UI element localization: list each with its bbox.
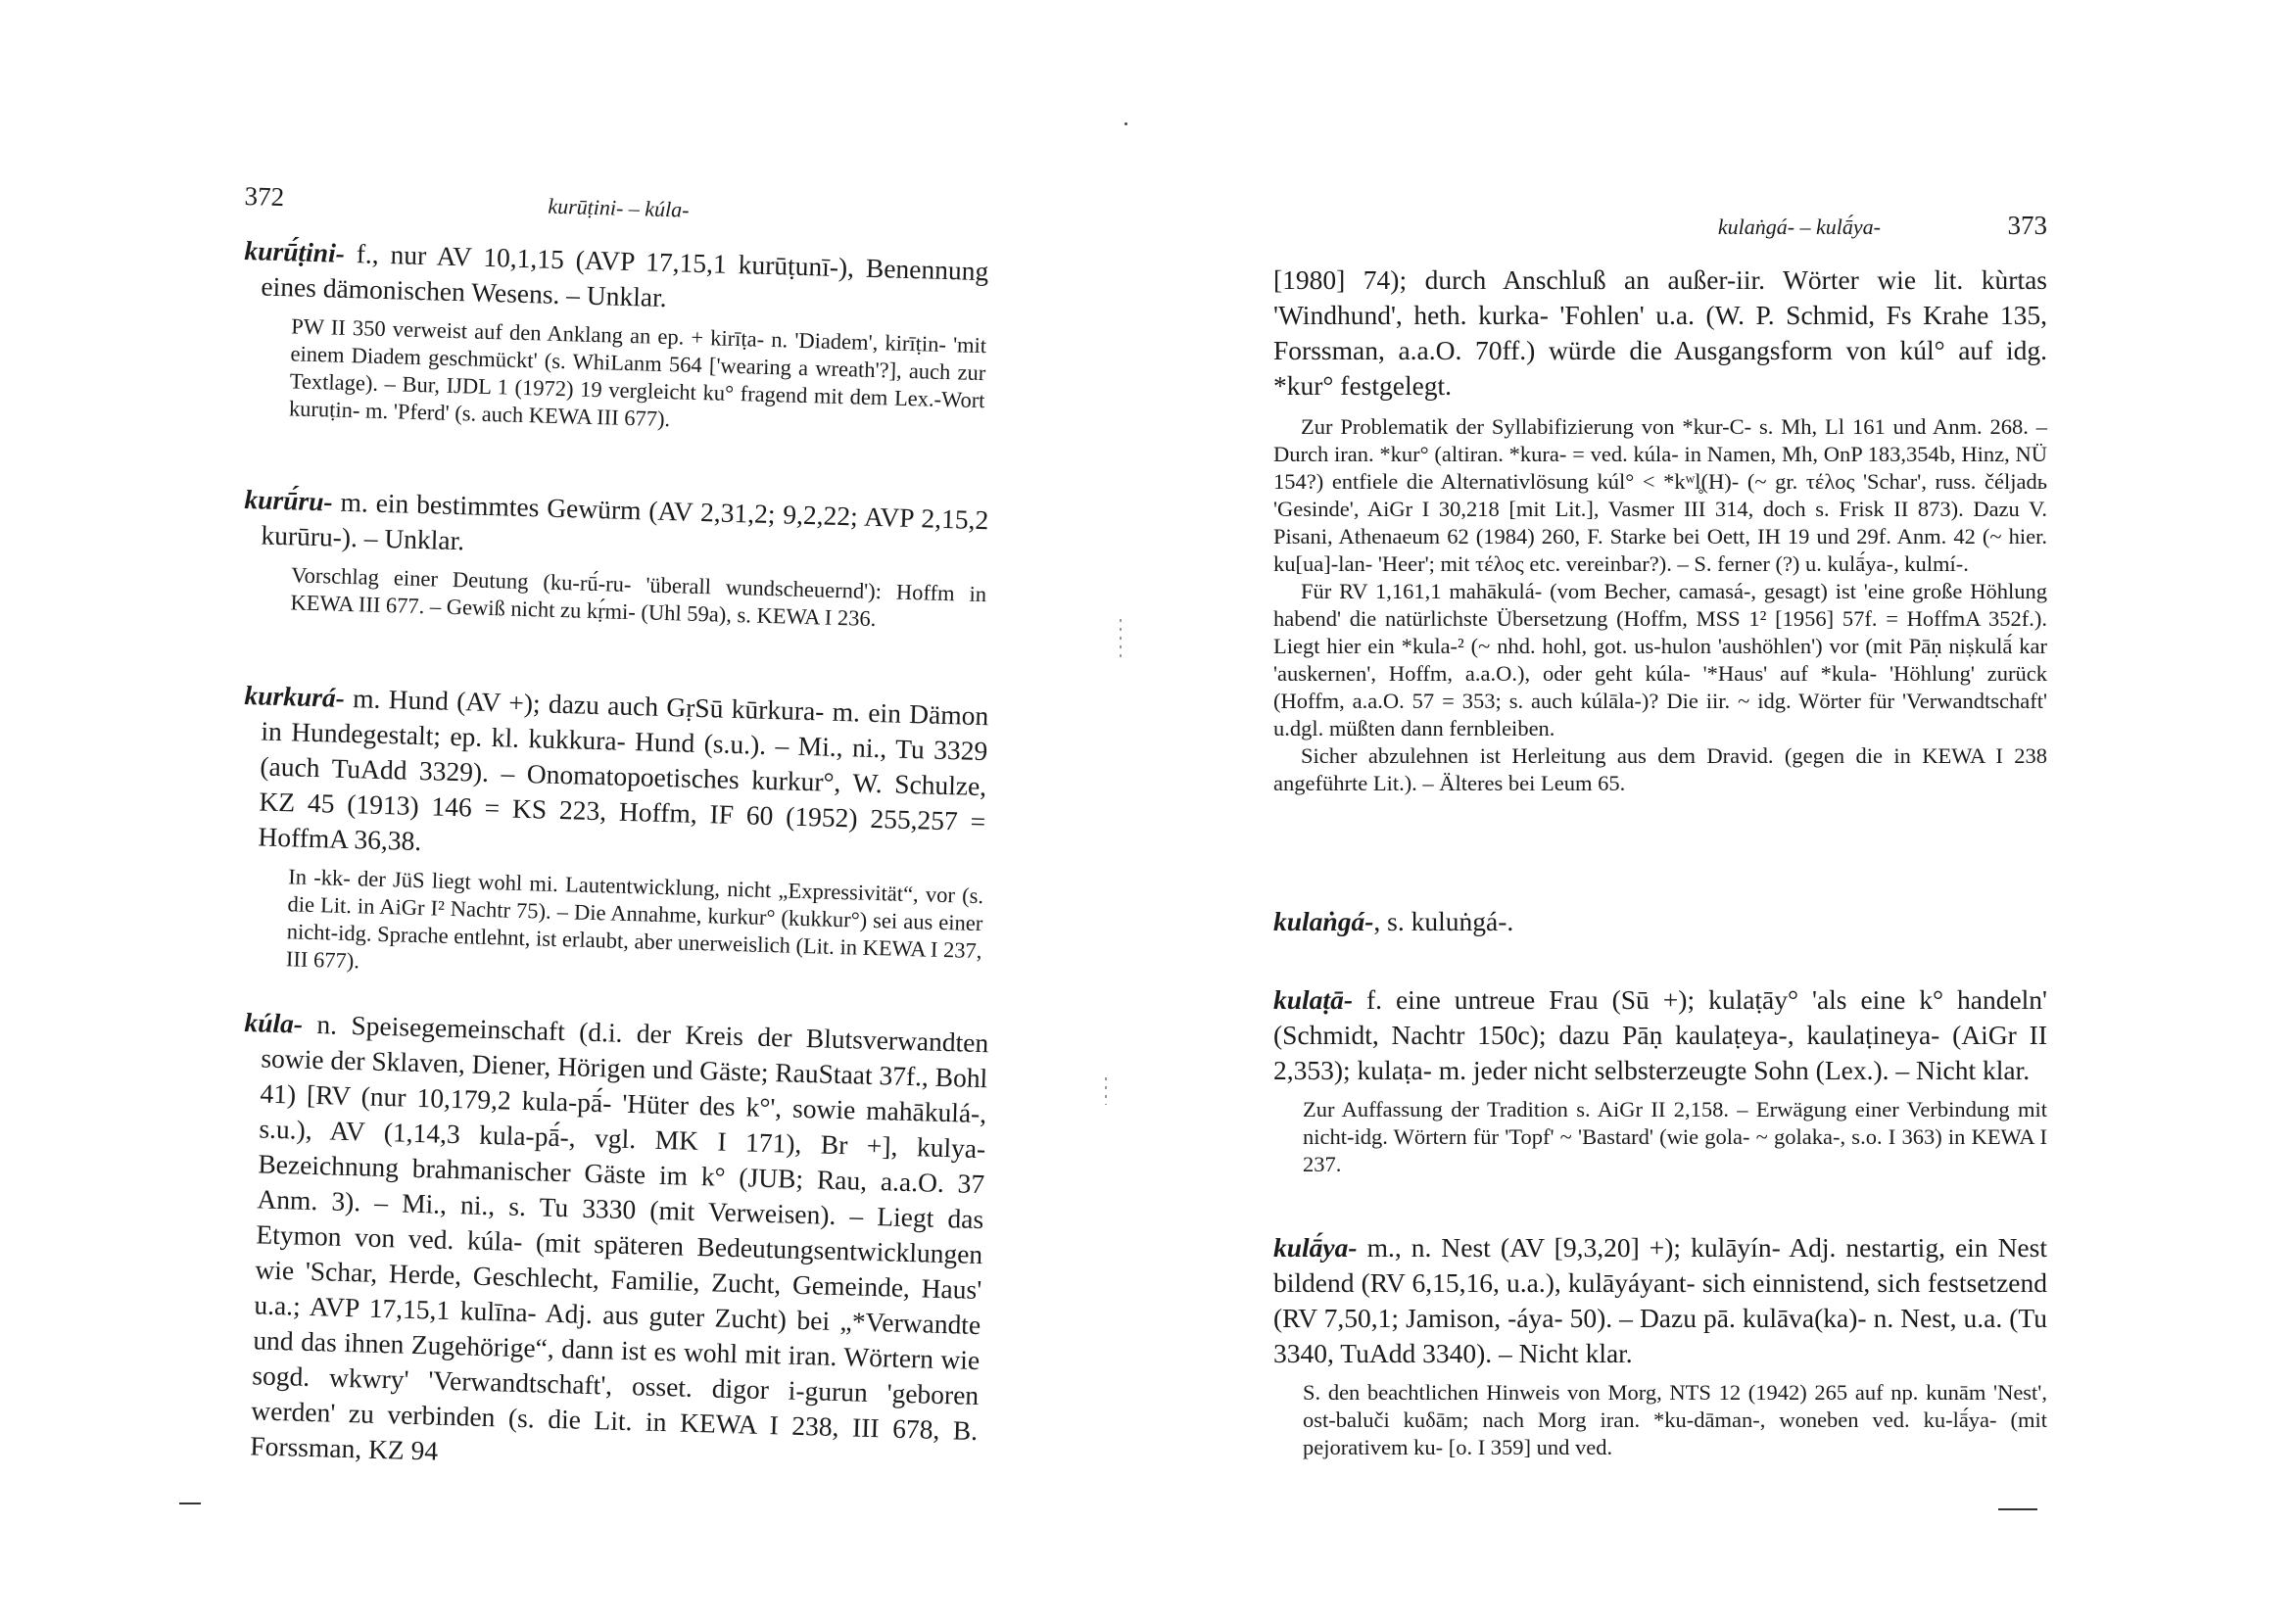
entry-lemma: kulaṅgá- (1273, 906, 1374, 936)
running-head: kulaṅgá- – kulā́ya- (1717, 215, 1881, 239)
entry-note: S. den beachtlichen Hinweis von Morg, NTS 12 (1942) 265 auf np. kunām 'Nest', ost-baluči kuδām; nach Morg iran. *ku-dāman-, woneben ved. ku-lā́ya- (mit pejorativem ku- [o. I 359] und ved. (1303, 1380, 2047, 1459)
entry-lemma: kulā́ya- (1273, 1232, 1358, 1263)
entry-note: Zur Auffassung der Tradition s. AiGr II 2,158. – Erwägung einer Verbindung mit nicht-idg. Wörtern für 'Topf' ~ 'Bastard' (wie gola- ~ golaka-, s.o. I 363) in KEWA I 237. (1303, 1097, 2047, 1176)
dictionary-entry (241, 482, 989, 636)
dictionary-entry (232, 1005, 989, 1484)
entry-lemma: kurū́ru- (244, 483, 334, 517)
page-number: 372 (244, 181, 285, 213)
right-page (1273, 0, 2047, 1622)
left-page-header (244, 181, 989, 241)
dictionary-entry (240, 233, 989, 442)
entry-text: f. eine untreue Frau (Sū +); kulaṭāy° 'als eine k° handeln' (Schmidt, Nachtr 150c); dazu Pāṇ kaulaṭeya-, kaulaṭineya- (AiGr II 2,353); kulaṭa- m. jeder nicht selbsterzeugte Sohn (Lex.). – Nicht klar. (1273, 984, 2047, 1085)
dictionary-entry (1273, 1230, 2047, 1461)
page-edge-mark (179, 1503, 201, 1504)
entry-text: m. Hund (AV +); dazu auch GṛSū kūrkura- m. ein Dämon in Hundegestalt; ep. kl. kukkura- Hund (s.u.). – Mi., ni., Tu 3329 (auch TuAdd 3329). – Onomatopoetisches kurkur°, W. Schulze, KZ 45 (1913) 146 = KS 223, Hoffm, IF 60 (1952) 255,257 = HoffmA 36,38. (258, 682, 989, 857)
entry-note: PW II 350 verweist auf den Anklang an ep. + kirīṭa- n. 'Diadem', kirīṭin- 'mit einem Diadem geschmückt' (s. WhiLanm 564 ['wearing a wreath'?], auch zur Textlage). – Bur, IJDL 1 (1972) 19 vergleicht ku° fragend mit dem Lex.-Wort kuruṭin- m. 'Pferd' (s. auch KEWA III 677). (288, 313, 987, 432)
continuation-note: Für RV 1,161,1 mahākulá- (vom Becher, camasá-, gesagt) ist 'eine große Höhlung habend' die natürlichste Übersetzung (Hoffm, MSS 1² [1956] 57f. = HoffmA 352f.). Liegt hier ein *kula-² (~ nhd. hohl, got. us-hulon 'aushöhlen') vor (mit Pāṇ niṣkulā́ kar 'auskernen', Hoffm, a.a.O.), oder geht kúla- '*Haus' auf *kula- 'Höhlung' zurück (Hoffm, a.a.O. 57 = 353; s. auch kúlāla-)? Die iir. ~ idg. Wörter für 'Verwandtschaft' u.dgl. müßten dann fernbleiben. (1273, 579, 2047, 740)
page-number: 373 (2007, 211, 2047, 240)
entry-note: Vorschlag einer Deutung (ku-rū́-ru- 'überall wundscheuernd'): Hoffm in KEWA III 677. – Gewiß nicht zu kṛ́mi- (Uhl 59a), s. KEWA I 236. (290, 562, 987, 632)
continuation-note: Sicher abzulehnen ist Herleitung aus dem Dravid. (gegen die in KEWA I 238 angeführte Lit.). – Älteres bei Leum 65. (1273, 743, 2047, 795)
dictionary-entry (1273, 904, 2047, 939)
continuation-block (1273, 262, 2047, 797)
right-page-header (1273, 211, 2047, 250)
continuation-text: [1980] 74); durch Anschluß an außer-iir. Wörter wie lit. kùrtas 'Windhund', heth. kurka- 'Fohlen' u.a. (W. P. Schmid, Fs Krahe 135, Forssman, a.a.O. 70ff.) würde die Ausgangsform von kúl° auf idg. *kur° festgelegt. (1273, 264, 2047, 401)
page-edge-mark (1998, 1508, 2037, 1510)
left-page (245, 0, 989, 1622)
entry-text: n. Speisegemeinschaft (d.i. der Kreis der Blutsverwandten sowie der Sklaven, Diener, Hörigen und Gäste; RauStaat 37f., Bohl 41) [RV (nur 10,179,2 kula-pā́- 'Hüter des k°', sowie mahākulá-, s.u.), AV (1,14,3 kula-pā́-, vgl. MK I 171), Br +], kulya- Bezeichnung brahmanischer Gäste im k° (JUB; Rau, a.a.O. 37 Anm. 3). – Mi., ni., s. Tu 3330 (mit Verweisen). – Liegt das Etymon von ved. kúla- (mit späteren Bedeutungsentwicklungen wie 'Schar, Herde, Geschlecht, Familie, Zucht, Gemeinde, Haus' u.a.; AVP 17,15,1 kulīna- Adj. aus guter Zucht) bei „*Verwandte und das ihnen Zugehörige“, dann ist es wohl mit iran. Wörtern wie sogd. wkwry' 'Verwandtschaft', osset. digor i-gurun 'geboren werden' zu verbinden (s. die Lit. in KEWA I 238, III 678, B. Forssman, KZ 94 (250, 1008, 989, 1466)
dictionary-entry (1273, 982, 2047, 1178)
entry-lemma: kulaṭā- (1273, 984, 1353, 1015)
entry-text: f., nur AV 10,1,15 (AVP 17,15,1 kurūṭunī-), Benennung eines dämonischen Wesens. – Unklar. (261, 237, 989, 313)
scan-speck (1124, 122, 1127, 125)
entry-note: In -kk- der JüS liegt wohl mi. Lautentwicklung, nicht „Expressivität“, vor (s. die Lit. in AiGr I² Nachtr 75). – Die Annahme, kurkur° (kukkur°) sei aus einer nicht-idg. Sprache entlehnt, ist erlaubt, aber unerweislich (Lit. in KEWA I 237, III 677). (285, 864, 984, 974)
running-head: kurūṭini- – kúla- (548, 193, 690, 222)
entry-text: m., n. Nest (AV [9,3,20] +); kulāyín- Adj. nestartig, ein Nest bildend (RV 6,15,16, u.a.), kulāyáyant- sich einnistend, sich festsetzend (RV 7,50,1; Jamison, -áya- 50). – Dazu pā. kulāva(ka)- n. Nest, u.a. (Tu 3340, TuAdd 3340). – Nicht klar. (1273, 1232, 2047, 1368)
entry-text: , s. kuluṅgá-. (1373, 906, 1514, 936)
dictionary-entry (237, 678, 989, 992)
entry-text: m. ein bestimmtes Gewürm (AV 2,31,2; 9,2,22; AVP 2,15,2 kurūru-). – Unklar. (261, 486, 989, 556)
entry-lemma: kurū́ṭini- (244, 234, 346, 268)
entry-lemma: kúla- (244, 1006, 304, 1039)
gutter-mark (1120, 619, 1122, 658)
continuation-note: Zur Problematik der Syllabifizierung von *kur-C- s. Mh, Ll 161 und Anm. 268. – Durch iran. *kur° (altiran. *kura- = ved. kúla- in Namen, Mh, OnP 183,354b, Hinz, NÜ 154?) entfiele die Alternativlösung kúl° < *kʷl̥(H)- (~ gr. τέλος 'Schar', russ. čéljadь 'Gesinde', AiGr I 30,218 [mit Lit.], Vasmer III 314, doch s. Frisk II 873). Dazu V. Pisani, Athenaeum 62 (1984) 260, F. Starke bei Oett, IH 19 und 29f. Anm. 42 (~ hier. ku[ua]-lan- 'Heer'; mit τέλος etc. vereinbar?). – S. ferner (?) u. kulā́ya-, kulmí-. (1273, 414, 2047, 576)
entry-lemma: kurkurá- (244, 679, 346, 713)
gutter-mark (1105, 1077, 1107, 1105)
